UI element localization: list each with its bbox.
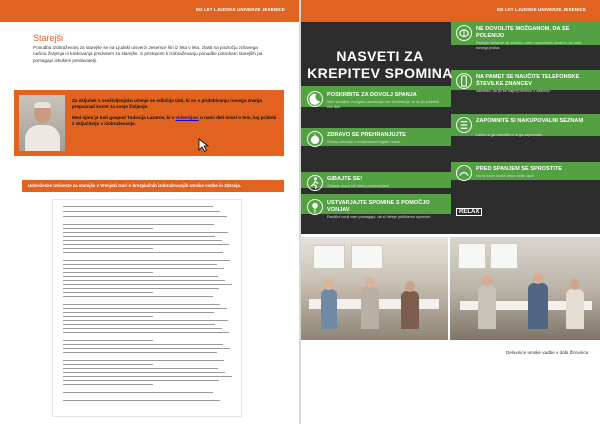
workshop-photo-1	[301, 237, 448, 340]
letter-text-line	[63, 324, 215, 325]
letter-text-line	[63, 268, 224, 269]
testimonial-para-2-end: o nami deli misel o tem, kaj pridobi z vključitvijo v izobraževanje.	[72, 114, 277, 127]
tip-description: Na ta način boste lahko bolje spali.	[476, 174, 535, 178]
tip-title: POSKRBITE ZA DOVOLJ SPANJA	[327, 92, 417, 98]
letter-text-line	[63, 320, 228, 321]
letter-text-line	[63, 376, 232, 377]
photo-caption: Delavnice umske vadbe v dobi Žirovnica	[506, 350, 589, 355]
letter-text-line	[63, 352, 217, 353]
intro-paragraph: Ponudba izobraževanj za starejše se na Ljudski univerzi Jesenice širi iz leta v leto, zlasti na področju zdravega načina življenja in krekovanja predvsem za starejše. S pristopom k izobraževanju ponudbe potrebam starejših pa pomagajo izkušeni predavatelji.	[33, 45, 263, 63]
letter-text-line	[63, 400, 220, 401]
header-title-left: ED LET LJUDSKE UNIVERZE JESENICE	[196, 7, 285, 12]
moon-icon	[307, 91, 323, 107]
letter-text-line	[63, 260, 230, 261]
relax-badge: RELAX	[456, 208, 482, 216]
letter-text-line	[63, 308, 227, 309]
letter-text-line	[63, 328, 222, 329]
letter-text-line	[63, 216, 227, 217]
tip-description: Rebujte križanke ali sudoku, ucite nepoznanih stvari in se ucite novega jezika.	[476, 41, 582, 50]
tip-description: Med spanjem možgani razvrščajo vse informacije, ki so jih pridobili čez dan.	[327, 100, 439, 109]
letter-text-line	[63, 288, 219, 289]
header-title-right: ED LET LJUDSKE UNIVERZE JESENICE	[497, 7, 586, 12]
letter-text-line	[63, 232, 228, 233]
tip-description: namesto, da jih še naprej beremo z zaslona.	[476, 89, 551, 93]
letter-text-line	[63, 292, 153, 293]
relax-icon	[456, 165, 472, 181]
letter-text-line	[63, 272, 153, 273]
letter-text-line	[63, 312, 214, 313]
workshop-photo-2	[450, 237, 600, 340]
brain-icon	[456, 25, 472, 41]
tip-description: Gibanje mora biti dobro prekrvavljeni	[327, 184, 389, 188]
tip-title: ZDRAVO SE PREHRANJUJTE	[327, 132, 406, 138]
tip-title: NA PAMET SE NAUČITE TELEFONSKE ŠTEVILKE ZNANCEV	[476, 74, 580, 87]
letter-text-line	[63, 392, 213, 393]
run-icon	[307, 175, 323, 191]
letter-text-line	[63, 264, 217, 265]
tip-description: Lahko si ga naredite in si ga zapomnite.	[476, 133, 543, 137]
testimonial-text	[72, 98, 277, 132]
tip-title: NE DOVOLITE MOŽGANOM, DA SE POLENIJO	[476, 26, 570, 39]
letter-text-line	[63, 228, 153, 229]
header-bar-left	[0, 0, 299, 22]
tip-title: GIBAJTE SE!	[327, 176, 363, 182]
letter-text-line	[63, 206, 213, 207]
testimonial-para-2-start: Med njimi je tudi gospod Todosija Lazarov, ki v	[72, 114, 175, 120]
letter-text-line	[63, 364, 153, 365]
poster-title: NASVETI ZA KREPITEV SPOMINA	[307, 48, 453, 81]
letter-text-line	[63, 316, 153, 317]
letter-text-line	[63, 380, 219, 381]
letter-text-line	[63, 276, 218, 277]
letter-text-line	[63, 211, 220, 212]
letter-text-line	[63, 332, 229, 333]
testimonial-para-2	[72, 115, 277, 128]
portrait-photo	[19, 95, 65, 151]
letter-text-line	[63, 284, 232, 285]
letter-text-line	[63, 252, 223, 253]
list-icon	[456, 117, 472, 133]
testimonial-box	[14, 90, 284, 156]
letter-text-line	[63, 244, 229, 245]
letter-text-line	[63, 280, 225, 281]
letter-text-line	[63, 224, 214, 225]
letter-text-line	[63, 236, 215, 237]
tip-title: PRED SPANJEM SE SPROSTITE	[476, 166, 562, 172]
tip-title: ZAPOMNITE SI NAKUPOVALNI SEZNAM	[476, 118, 584, 124]
tip-description: Redna uživanje z maščobami bogate hrane.	[327, 140, 402, 144]
left-page	[0, 0, 299, 424]
right-page	[301, 0, 600, 424]
section-title: Starejši	[33, 33, 64, 43]
phone-icon	[456, 73, 472, 89]
letter-text-line	[63, 340, 153, 341]
letter-text-line	[63, 360, 224, 361]
letter-text-line	[63, 368, 218, 369]
tip-description: Različni vonji nam pomagajo, da si hitreje priklicemo spomine.	[327, 215, 432, 219]
tip-title: USTVARJAJTE SPOMINE S POMOČJO VONJAV	[327, 200, 430, 213]
letter-text-line	[63, 248, 153, 249]
letter-text-line	[63, 384, 153, 385]
letter-text-line	[63, 296, 213, 297]
video-link[interactable]: videoizjavi	[175, 114, 199, 120]
letter-document-image	[52, 199, 242, 417]
letter-text-line	[63, 348, 230, 349]
cursor-pointer-icon	[198, 138, 212, 152]
apple-icon	[307, 131, 323, 147]
letter-text-line	[63, 344, 223, 345]
letter-text-line	[63, 372, 225, 373]
memory-tips-poster	[301, 22, 600, 234]
letter-text-line	[63, 304, 220, 305]
letter-text-line	[63, 240, 222, 241]
video-caption-bar	[22, 180, 284, 192]
flower-icon	[307, 199, 323, 215]
header-bar-right	[301, 0, 600, 22]
testimonial-para-1: Za sključek v vseživljenjsko učenje se odločijo tisti, ki so v pridobivanju novega znanja prepoznali korist za svoje življenje.	[72, 98, 262, 110]
video-caption: Udeleženke Univerze za starejše v Vrenjski Gori o brezplačnih izobraževanjih Umske vedbe in Zdravja.	[28, 183, 242, 188]
